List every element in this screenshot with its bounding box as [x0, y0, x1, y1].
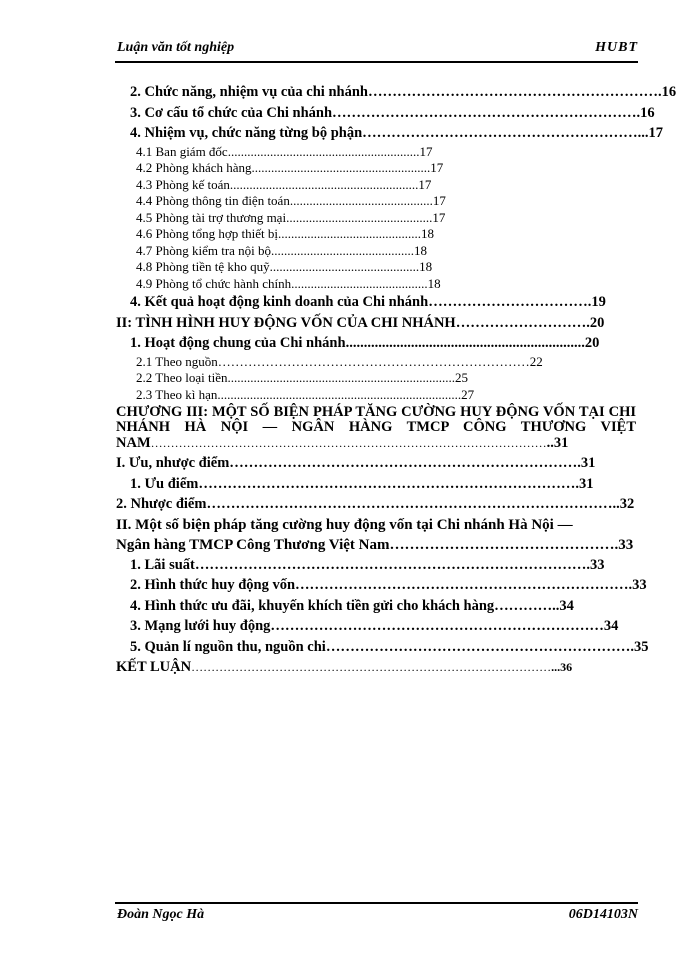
- footer-left: Đoàn Ngọc Hà: [117, 907, 205, 922]
- page-header: [115, 40, 638, 62]
- toc-entry: 4.7 Phòng kiểm tra nội bộ............................................18: [136, 242, 428, 258]
- toc-entry: 4. Hình thức ưu đãi, khuyến khích tiền gửi cho khách hàng…………..34: [130, 597, 574, 614]
- header-divider: [115, 61, 638, 63]
- toc-entry: 4.3 Phòng kế toán..........................................................17: [136, 176, 432, 192]
- header-left: Luận văn tốt nghiệp: [117, 40, 235, 55]
- footer-divider: [115, 902, 638, 904]
- chapter-3-heading: CHƯƠNG III: MỘT SỐ BIỆN PHÁP TĂNG CƯỜNG HUY ĐỘNG VỐN TẠI CHI NHÁNH HÀ NỘI — NGÂN HÀNG TMCP CÔNG THƯƠNG VIỆT: [116, 404, 636, 435]
- section-2-heading: II. Một số biện pháp tăng cường huy động vốn tại Chi nhánh Hà Nội — Ngân hàng TMCP Công Thương Việt Nam……………………………………….33: [116, 516, 634, 553]
- toc-entry: I. Ưu, nhược điểm……………………………………………………………….31: [116, 455, 596, 471]
- page-footer: [115, 907, 638, 927]
- toc-entry: 4.9 Phòng tổ chức hành chính..........................................18: [136, 275, 441, 291]
- footer-right: 06D14103N: [568, 907, 638, 922]
- toc-entry: II: TÌNH HÌNH HUY ĐỘNG VỐN CỦA CHI NHÁNH……………………….20: [116, 314, 605, 331]
- toc-entry: 4.8 Phòng tiền tệ kho quỹ..............................................18: [136, 259, 433, 274]
- toc-entry: 3. Mạng lưới huy động……………………………………………………………34: [130, 618, 619, 634]
- toc-entry: 2. Nhược điểm…………………………………………………………………………..32: [116, 496, 635, 512]
- table-of-contents: [116, 82, 677, 678]
- toc-entry: NAM………………………………………………………………………………………..31: [116, 435, 569, 451]
- toc-entry: 3. Cơ cấu tổ chức của Chi nhánh……………………………………………………….16: [130, 104, 655, 121]
- toc-entry: 4. Nhiệm vụ, chức năng từng bộ phận…………………………………………………...17: [130, 125, 664, 141]
- toc-entry: 2. Chức năng, nhiệm vụ của chi nhánh…………………………………………………….16: [130, 84, 677, 100]
- toc-entry: 4.2 Phòng khách hàng.......................................................17: [136, 160, 444, 175]
- toc-entry: 4.5 Phòng tài trợ thương mại.............................................17: [136, 209, 446, 225]
- toc-entry: 1. Hoạt động chung của Chi nhánh..................................................................20: [130, 335, 600, 351]
- toc-entry: 2.3 Theo kì hạn...........................................................................27: [136, 386, 475, 402]
- toc-entry: 4. Kết quả hoạt động kinh doanh của Chi nhánh…………………………….19: [130, 294, 606, 310]
- toc-entry: 1. Ưu điểm…………………………………………………………………….31: [130, 475, 594, 492]
- toc-entry: 4.1 Ban giám đốc...........................................................17: [136, 143, 433, 159]
- toc-entry: 4.4 Phòng thông tin điện toán............................................17: [136, 193, 446, 208]
- toc-entry: 2.2 Theo loại tiền......................................................................25: [136, 370, 468, 385]
- toc-entry: KẾT LUẬN………………………………………………………………………………...36: [116, 659, 573, 675]
- toc-entry: 4.6 Phòng tổng hợp thiết bị............................................18: [136, 226, 434, 241]
- toc-entry: 5. Quản lí nguồn thu, nguồn chi……………………………………………………….35: [130, 638, 649, 655]
- toc-entry: 2. Hình thức huy động vốn…………………………………………………………….33: [130, 577, 647, 593]
- toc-entry: 2.1 Theo nguồn………………………………………………………………22: [136, 353, 543, 369]
- header-right: HUBT: [595, 40, 638, 55]
- toc-entry: 1. Lãi suất……………………………………………………………………….33: [130, 556, 605, 573]
